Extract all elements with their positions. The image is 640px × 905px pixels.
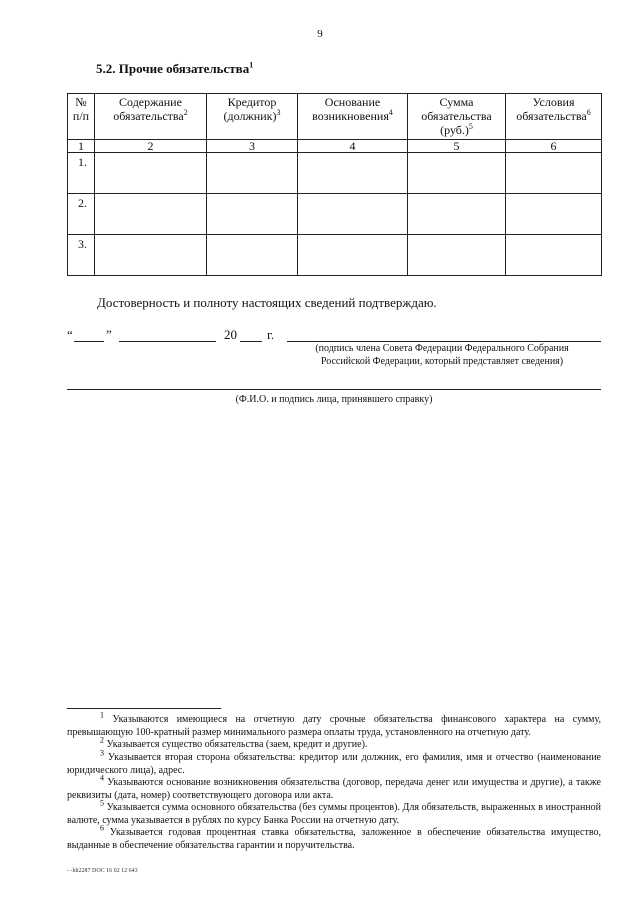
column-number: 1: [68, 140, 95, 153]
header-number: № п/п: [68, 94, 95, 140]
footnote-6: [67, 823, 601, 852]
header-terms: Условия обязательства$^6$: [506, 94, 602, 140]
content-cell[interactable]: [95, 235, 207, 276]
day-blank[interactable]: [74, 341, 104, 342]
footnote-ref: 1: [249, 60, 254, 70]
receiver-line[interactable]: [67, 389, 601, 390]
footnote-text: Указываются имеющиеся на отчетную дату срочные обязательства финансового характера на сумму, превышающую 100-кратный размер минимального размера оплаты труда, установленного на отчетную дату.: [67, 714, 601, 738]
table-row: [68, 235, 602, 276]
section-title: [96, 61, 253, 77]
column-number: 6: [506, 140, 602, 153]
terms-cell[interactable]: [506, 235, 602, 276]
footnote-text: Указываются основание возникновения обязательства (договор, передача денег или имущества и другие), а также реквизиты (дата, номер) соответствующего договора или акта.: [67, 777, 601, 801]
month-blank[interactable]: [119, 341, 216, 342]
footnote-mark: 6: [100, 823, 104, 833]
year-suffix: г.: [267, 327, 275, 342]
terms-cell[interactable]: [506, 153, 602, 194]
footer-code: - -hh2287 DOC 16 02 12 643: [67, 868, 138, 874]
column-number: 3: [207, 140, 298, 153]
content-cell[interactable]: [95, 194, 207, 235]
footnote-2: [67, 735, 601, 752]
obligations-table: [67, 93, 602, 276]
content-cell[interactable]: [95, 153, 207, 194]
footnote-1: [67, 710, 601, 739]
header-amount: Сумма обязательства $(руб.)^5$: [408, 94, 506, 140]
table-row: [68, 153, 602, 194]
table-row: [68, 194, 602, 235]
footnote-text: Указывается годовая процентная ставка обязательства, заложенное в обеспечение обязательства имущество, выданные в обеспечение обязательства гарантии и поручительства.: [67, 827, 601, 851]
amount-cell[interactable]: [408, 194, 506, 235]
terms-cell[interactable]: [506, 194, 602, 235]
basis-cell[interactable]: [298, 235, 408, 276]
column-number-row: [68, 140, 602, 153]
footnote-5: [67, 798, 601, 827]
footnote-text: Указывается вторая сторона обязательства: кредитор или должник, его фамилия, имя и отчество (наименование юридического лица), адрес.: [67, 752, 601, 776]
creditor-cell[interactable]: [207, 194, 298, 235]
date-close-quote: ”: [106, 327, 112, 342]
header-creditor: Кредитор (должник)$^3$: [207, 94, 298, 140]
footnote-text: Указывается сумма основного обязательства (без суммы процентов). Для обязательств, выраженных в иностранной валюте, сумма указывается в рублях по курсу Банка России на отчетную дату.: [67, 802, 601, 826]
creditor-cell[interactable]: [207, 153, 298, 194]
column-number: 2: [95, 140, 207, 153]
amount-cell[interactable]: [408, 153, 506, 194]
row-number: 2.: [68, 194, 95, 235]
footnote-4: [67, 773, 601, 802]
date-open-quote: “: [67, 327, 73, 342]
row-number: 1.: [68, 153, 95, 194]
footnote-mark: 2: [100, 735, 104, 745]
footnote-mark: 5: [100, 798, 104, 808]
column-number: 5: [408, 140, 506, 153]
footnote-text: Указывается существо обязательства (заем, кредит и другие).: [106, 739, 368, 750]
footnote-mark: 1: [100, 710, 104, 720]
footnote-mark: 3: [100, 748, 104, 758]
header-content: Содержание обязательства$^2$: [95, 94, 207, 140]
amount-cell[interactable]: [408, 235, 506, 276]
footnote-mark: 4: [100, 773, 104, 783]
basis-cell[interactable]: [298, 153, 408, 194]
header-basis: Основание возникновения$^4$: [298, 94, 408, 140]
table-header-row: [68, 94, 602, 140]
creditor-cell[interactable]: [207, 235, 298, 276]
year-blank[interactable]: [240, 341, 262, 342]
receiver-caption: (Ф.И.О. и подпись лица, принявшего справку): [235, 394, 433, 405]
signature-caption: (подпись члена Совета Федерации Федерального Собрания Российской Федерации, который представляет сведения): [315, 343, 569, 367]
column-number: 4: [298, 140, 408, 153]
footnote-3: [67, 748, 601, 777]
confirmation-text: Достоверность и полноту настоящих сведений подтверждаю.: [97, 295, 437, 310]
page-number: 9: [317, 28, 323, 40]
section-title-text: 5.2. Прочие обязательства: [96, 61, 250, 76]
basis-cell[interactable]: [298, 194, 408, 235]
footnote-separator: [67, 708, 221, 709]
year-prefix: 20: [224, 327, 237, 342]
row-number: 3.: [68, 235, 95, 276]
